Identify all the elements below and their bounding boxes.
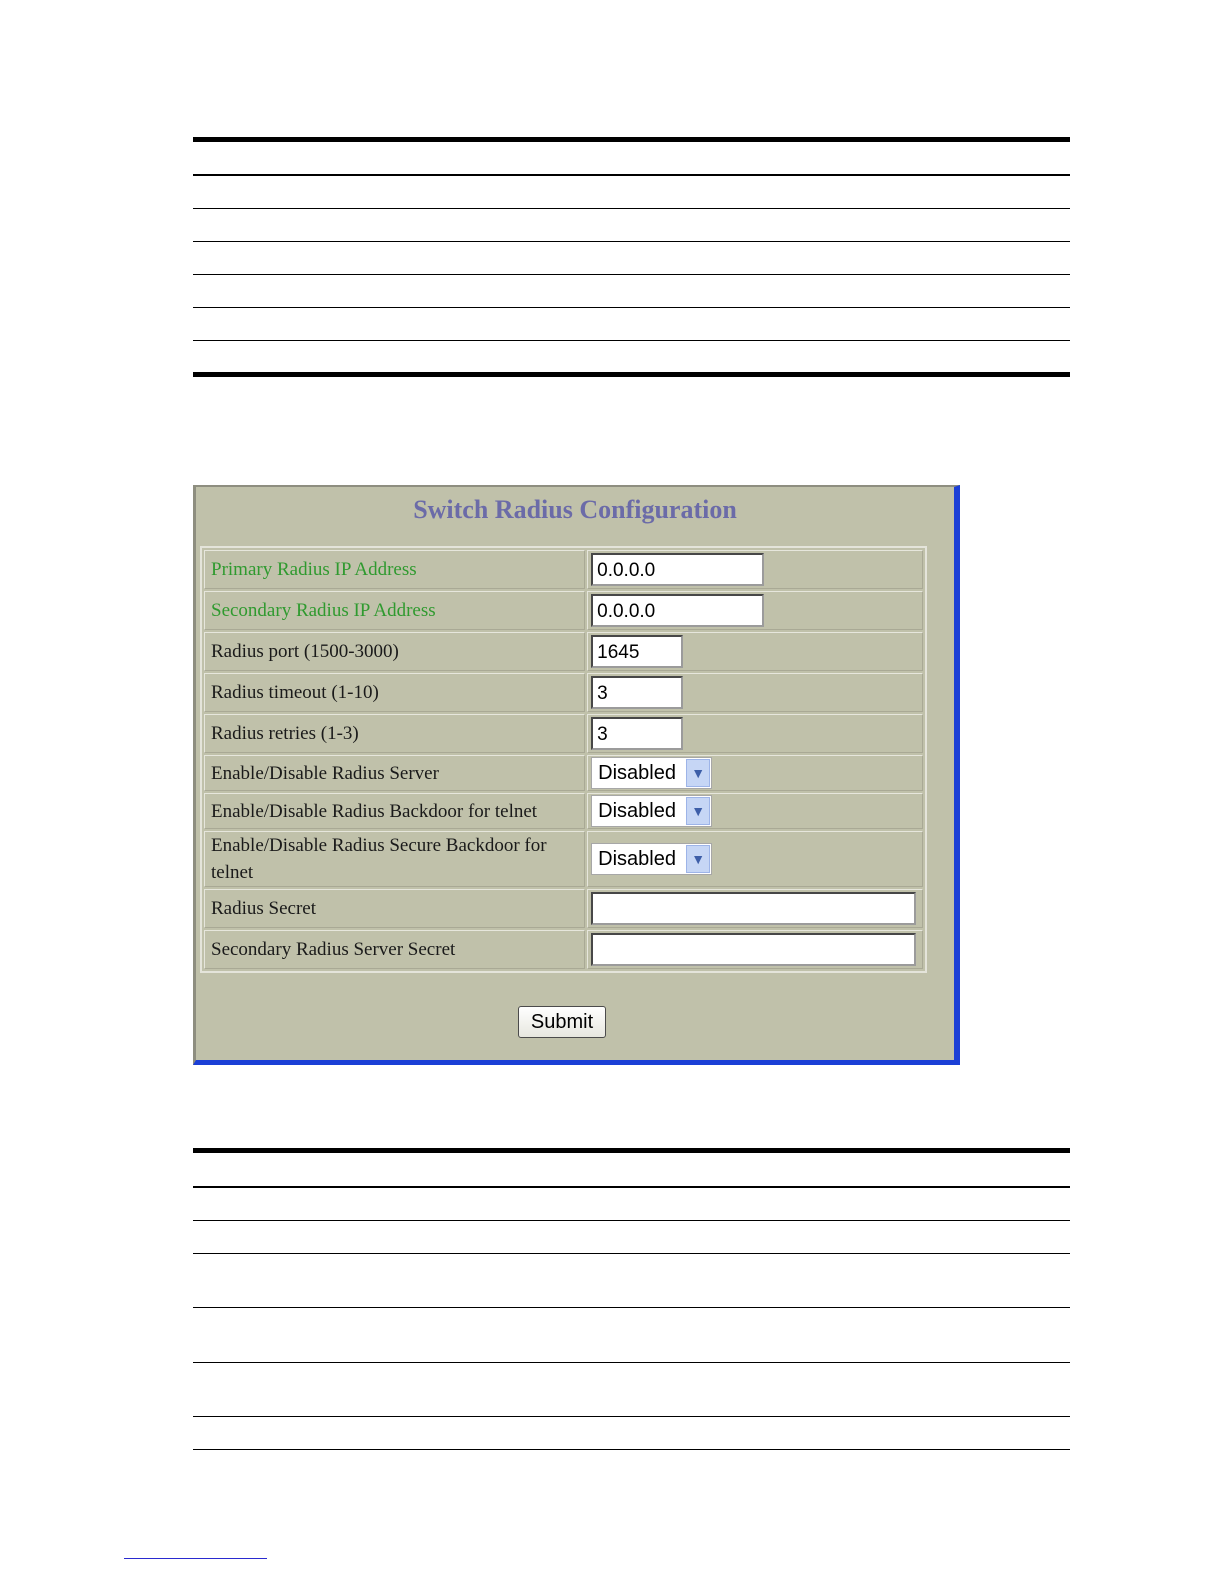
- radius-timeout-input[interactable]: 3: [591, 676, 683, 709]
- bottom-table-header-rule: [193, 1186, 1070, 1188]
- top-table-row-rule: [193, 208, 1070, 209]
- radius-secret-label: Radius Secret: [204, 889, 585, 928]
- bottom-table-row-rule: [193, 1362, 1070, 1363]
- footer-link-underline[interactable]: [124, 1558, 267, 1559]
- table-row: [204, 550, 923, 589]
- chevron-down-icon[interactable]: ▼: [686, 797, 710, 825]
- table-row: [204, 714, 923, 753]
- bottom-table-row-rule: [193, 1449, 1070, 1450]
- chevron-down-icon[interactable]: ▼: [686, 845, 710, 873]
- bottom-table-row-rule: [193, 1307, 1070, 1308]
- radius-secure-backdoor-telnet-select[interactable]: [591, 843, 712, 875]
- secondary-radius-secret-input[interactable]: [591, 933, 916, 966]
- secondary-radius-secret-label: Secondary Radius Server Secret: [204, 930, 585, 969]
- radius-backdoor-telnet-select[interactable]: [591, 795, 712, 827]
- select-value: Disabled: [598, 799, 676, 822]
- panel-title: Switch Radius Configuration: [413, 495, 737, 524]
- bottom-table-row-rule: [193, 1416, 1070, 1417]
- bottom-table-top-rule: [193, 1148, 1070, 1153]
- select-value: Disabled: [598, 761, 676, 784]
- table-row: [204, 591, 923, 630]
- top-table-bottom-rule: [193, 372, 1070, 377]
- top-table-row-rule: [193, 274, 1070, 275]
- top-table-row-rule: [193, 340, 1070, 341]
- bottom-table-row-rule: [193, 1220, 1070, 1221]
- primary-radius-ip-input[interactable]: 0.0.0.0: [591, 553, 764, 586]
- table-row: [204, 831, 923, 887]
- radius-port-input[interactable]: 1645: [591, 635, 683, 668]
- radius-secret-input[interactable]: [591, 892, 916, 925]
- table-row: [204, 632, 923, 671]
- primary-radius-ip-label[interactable]: Primary Radius IP Address: [204, 550, 585, 589]
- radius-config-table: [200, 546, 927, 973]
- radius-retries-input[interactable]: 3: [591, 717, 683, 750]
- radius-secure-backdoor-telnet-label: Enable/Disable Radius Secure Backdoor for telnet: [204, 831, 585, 887]
- submit-button[interactable]: Submit: [518, 1006, 606, 1038]
- secondary-radius-ip-input[interactable]: 0.0.0.0: [591, 594, 764, 627]
- radius-server-toggle-label: Enable/Disable Radius Server: [204, 755, 585, 791]
- radius-port-label: Radius port (1500-3000): [204, 632, 585, 671]
- table-row: [204, 889, 923, 928]
- bottom-table-row-rule: [193, 1253, 1070, 1254]
- radius-timeout-label: Radius timeout (1-10): [204, 673, 585, 712]
- secondary-radius-ip-label[interactable]: Secondary Radius IP Address: [204, 591, 585, 630]
- table-row: [204, 793, 923, 829]
- switch-radius-configuration-panel: [193, 485, 960, 1065]
- top-table-top-rule: [193, 137, 1070, 142]
- table-row: [204, 673, 923, 712]
- radius-server-select[interactable]: [591, 757, 712, 789]
- radius-backdoor-telnet-label: Enable/Disable Radius Backdoor for telnet: [204, 793, 585, 829]
- top-table-header-rule: [193, 174, 1070, 176]
- select-value: Disabled: [598, 847, 676, 870]
- top-table-row-rule: [193, 241, 1070, 242]
- top-table-row-rule: [193, 307, 1070, 308]
- chevron-down-icon[interactable]: ▼: [686, 759, 710, 787]
- radius-retries-label: Radius retries (1-3): [204, 714, 585, 753]
- table-row: [204, 930, 923, 969]
- table-row: [204, 755, 923, 791]
